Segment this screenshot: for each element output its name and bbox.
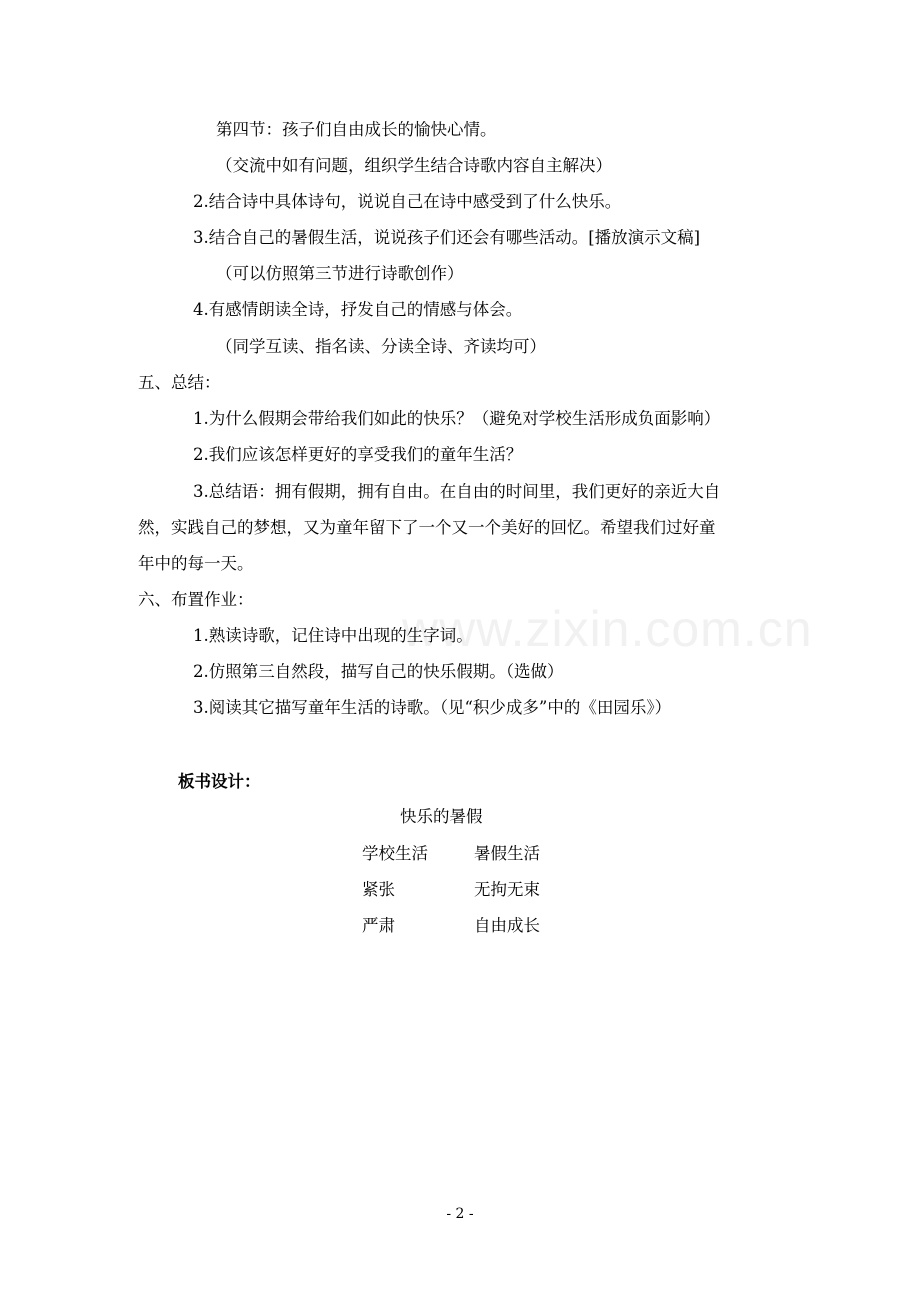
board-design-heading: 板书设计： — [178, 772, 261, 791]
text-line: （同学互读、指名读、分读全诗、齐读均可） — [216, 337, 546, 356]
section-heading: 六、布置作业： — [138, 590, 254, 609]
board-cell-right: 自由成长 — [474, 916, 540, 935]
page-number: - 2 - — [446, 1206, 474, 1222]
text-line: （可以仿照第三节进行诗歌创作） — [216, 264, 464, 283]
text-line: 第四节：孩子们自由成长的愉快心情。 — [216, 120, 497, 139]
text-line: （交流中如有问题，组织学生结合诗歌内容自主解决） — [216, 156, 612, 175]
section-heading: 五、总结： — [138, 373, 221, 392]
text-line: 2.我们应该怎样更好的享受我们的童年生活？ — [193, 445, 523, 464]
text-line: 3.结合自己的暑假生活，说说孩子们还会有哪些活动。[播放演示文稿] — [193, 228, 701, 247]
text-line: 然，实践自己的梦想，又为童年留下了一个又一个美好的回忆。希望我们过好童 — [138, 518, 716, 537]
text-line: 2.仿照第三自然段，描写自己的快乐假期。（选做） — [193, 662, 564, 681]
board-cell-left: 学校生活 — [362, 844, 428, 863]
text-line: 1.为什么假期会带给我们如此的快乐？（避免对学校生活形成负面影响） — [193, 409, 721, 428]
text-line: 1.熟读诗歌，记住诗中出现的生字词。 — [193, 626, 473, 645]
board-title: 快乐的暑假 — [400, 807, 483, 826]
text-line: 4.有感情朗读全诗，抒发自己的情感与体会。 — [193, 300, 523, 319]
watermark: www.zixin.com.cn — [402, 601, 813, 657]
board-cell-left: 严肃 — [362, 916, 395, 935]
board-cell-right: 暑假生活 — [474, 844, 540, 863]
text-line: 3.阅读其它描写童年生活的诗歌。（见“积少成多”中的《田园乐》） — [193, 698, 672, 717]
board-cell-left: 紧张 — [362, 880, 395, 899]
text-line: 年中的每一天。 — [138, 554, 254, 573]
board-cell-right: 无拘无束 — [474, 880, 540, 899]
text-line: 2.结合诗中具体诗句，说说自己在诗中感受到了什么快乐。 — [193, 192, 622, 211]
text-line: 3.总结语：拥有假期，拥有自由。在自由的时间里，我们更好的亲近大自 — [193, 482, 721, 501]
